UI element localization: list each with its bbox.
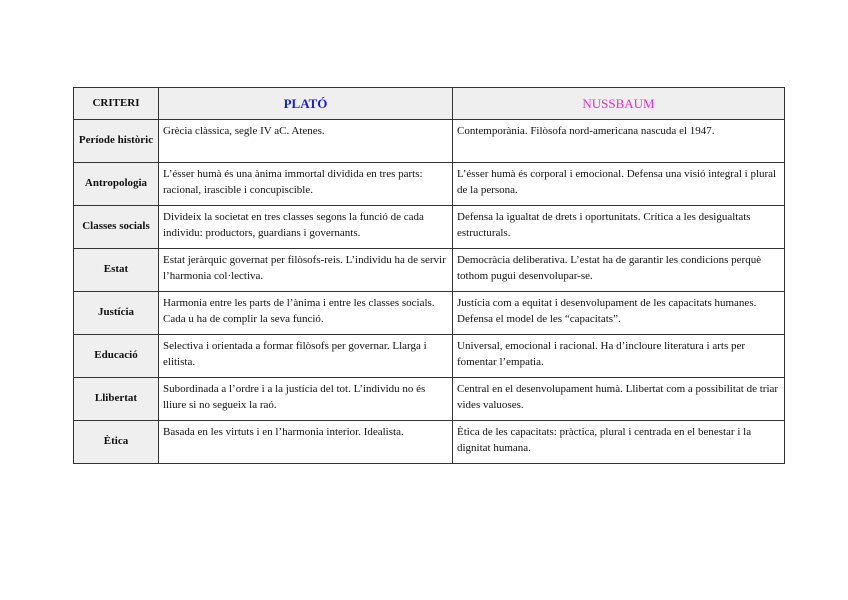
- plato-cell: Basada en les virtuts i en l’harmonia interior. Idealista.: [159, 421, 453, 464]
- comparison-table: [73, 87, 785, 464]
- nussbaum-cell: Defensa la igualtat de drets i oportunitats. Crítica a les desigualtats estructurals.: [453, 206, 785, 249]
- nussbaum-cell: L’ésser humà és corporal i emocional. Defensa una visió integral i plural de la persona.: [453, 163, 785, 206]
- criteri-cell: Educació: [74, 335, 159, 378]
- table-row: [74, 206, 785, 249]
- nussbaum-cell: Contemporània. Filòsofa nord-americana nascuda el 1947.: [453, 120, 785, 163]
- nussbaum-cell: Ètica de les capacitats: pràctica, plural i centrada en el benestar i la dignitat humana.: [453, 421, 785, 464]
- criteri-cell: Període històric: [74, 120, 159, 163]
- criteri-cell: Classes socials: [74, 206, 159, 249]
- header-criteri: CRITERI: [74, 88, 159, 120]
- nussbaum-cell: Central en el desenvolupament humà. Llibertat com a possibilitat de triar vides valuoses.: [453, 378, 785, 421]
- table-header: [74, 88, 785, 120]
- criteri-cell: Ètica: [74, 421, 159, 464]
- table-row: [74, 120, 785, 163]
- criteri-cell: Estat: [74, 249, 159, 292]
- table-row: [74, 378, 785, 421]
- plato-cell: Grècia clàssica, segle IV aC. Atenes.: [159, 120, 453, 163]
- comparison-table-container: [73, 87, 784, 464]
- plato-cell: Subordinada a l’ordre i a la justícia del tot. L’individu no és lliure si no segueix la raó.: [159, 378, 453, 421]
- nussbaum-cell: Universal, emocional i racional. Ha d’incloure literatura i arts per fomentar l’empatia.: [453, 335, 785, 378]
- table-row: [74, 163, 785, 206]
- table-row: [74, 335, 785, 378]
- plato-cell: Estat jeràrquic governat per filòsofs-reis. L’individu ha de servir l’harmonia col·lectiva.: [159, 249, 453, 292]
- table-row: [74, 421, 785, 464]
- nussbaum-cell: Democràcia deliberativa. L’estat ha de garantir les condicions perquè tothom pugui desenvolupar-se.: [453, 249, 785, 292]
- table-row: [74, 249, 785, 292]
- plato-cell: L’ésser humà és una ànima immortal dividida en tres parts: racional, irascible i concupiscible.: [159, 163, 453, 206]
- header-row: [74, 88, 785, 120]
- header-nussbaum: NUSSBAUM: [453, 88, 785, 120]
- header-plato: PLATÓ: [159, 88, 453, 120]
- table-row: [74, 292, 785, 335]
- plato-cell: Divideix la societat en tres classes segons la funció de cada individu: productors, guardians i governants.: [159, 206, 453, 249]
- criteri-cell: Justícia: [74, 292, 159, 335]
- nussbaum-cell: Justícia com a equitat i desenvolupament de les capacitats humanes. Defensa el model de les “capacitats”.: [453, 292, 785, 335]
- plato-cell: Selectiva i orientada a formar filòsofs per governar. Llarga i elitista.: [159, 335, 453, 378]
- plato-cell: Harmonia entre les parts de l’ànima i entre les classes socials. Cada u ha de complir la seva funció.: [159, 292, 453, 335]
- criteri-cell: Llibertat: [74, 378, 159, 421]
- criteri-cell: Antropologia: [74, 163, 159, 206]
- table-body: [74, 120, 785, 464]
